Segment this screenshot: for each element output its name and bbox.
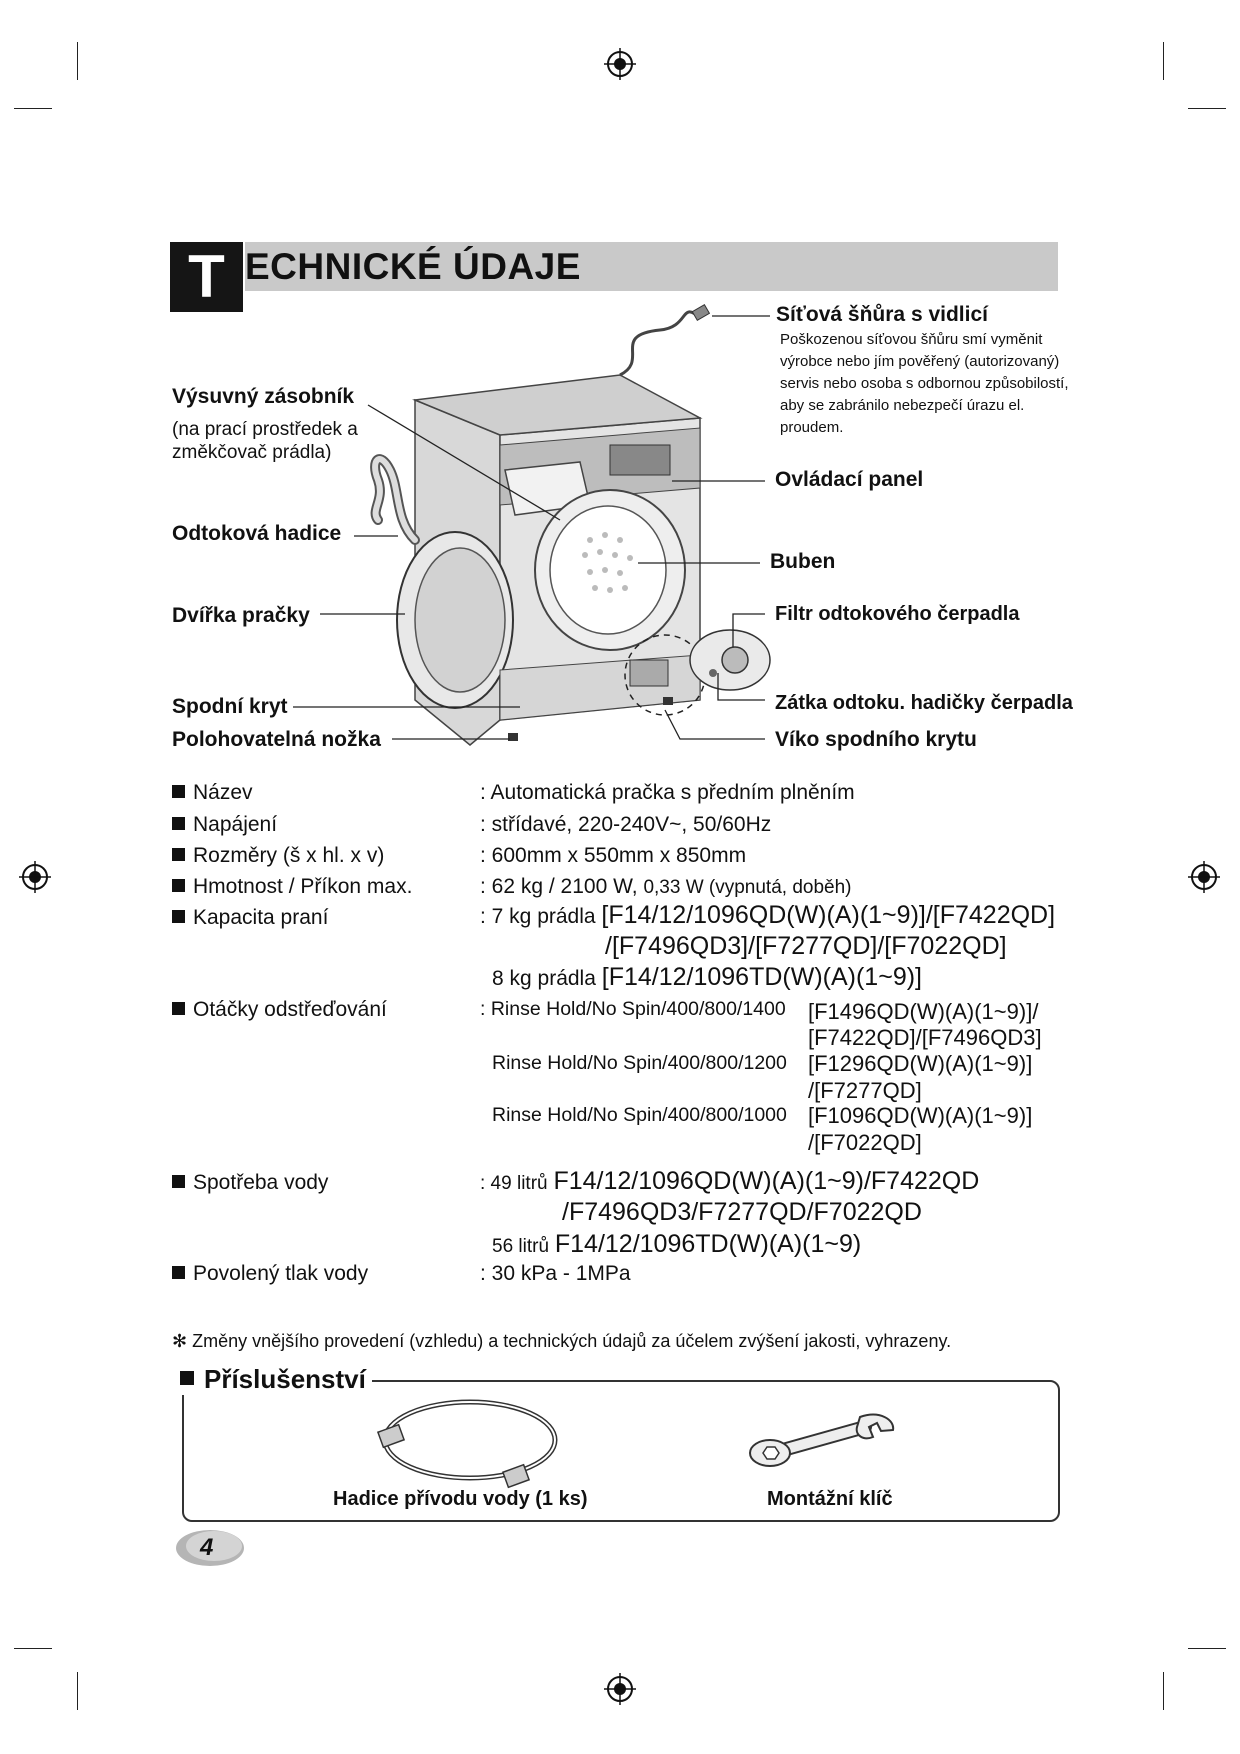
drum-label: Buben (770, 550, 836, 573)
crop-mark (14, 1648, 52, 1649)
power-cord-note: Poškozenou síťovou šňůru smí vyměnit výrobce nebo jím pověřený (autorizovaný) servis nebo osoba s odbornou způsobilostí, aby se zabránilo nebezpečí úrazu el. proudem. (780, 331, 1069, 436)
spec-capacity-value: : 7 kg prádla [F14/12/1096QD(W)(A)(1~9)]/[F7422QD] (480, 901, 1056, 929)
door-label: Dvířka pračky (172, 604, 310, 627)
footnote: ✻ Změny vnějšího provedení (vzhledu) a technických údajů za účelem zvýšení jakosti, vyhrazeny. (172, 1331, 952, 1351)
spec-spin-value: Rinse Hold/No Spin/400/800/1000 (492, 1104, 787, 1126)
inlet-hose-icon (370, 1390, 570, 1490)
registration-mark-icon (1187, 860, 1221, 894)
control-panel-label: Ovládací panel (775, 468, 924, 491)
bullet-icon (172, 910, 185, 923)
lower-cover-cap-label: Víko spodního krytu (775, 728, 977, 751)
bullet-icon (172, 1266, 185, 1279)
spec-spin-models: [F1496QD(W)(A)(1~9)]/ (808, 999, 1039, 1024)
drain-hose-label: Odtoková hadice (172, 522, 342, 545)
power-cord-label: Síťová šňůra s vidlicí (776, 303, 988, 326)
wrench-label: Montážní klíč (767, 1488, 893, 1510)
spec-spin-models: /[F7022QD] (808, 1130, 922, 1155)
page-title: ECHNICKÉ ÚDAJE (245, 246, 581, 287)
spec-spin-models: [F1096QD(W)(A)(1~9)] (808, 1103, 1033, 1128)
wrench-icon (745, 1405, 905, 1475)
pump-filter-label: Filtr odtokového čerpadla (775, 603, 1020, 625)
crop-mark (77, 1672, 78, 1710)
spec-name-label: Název (172, 781, 253, 805)
accessories-box (182, 1380, 1060, 1522)
spec-weight-label: Hmotnost / Příkon max. (172, 875, 412, 899)
spec-dimensions-value: : 600mm x 550mm x 850mm (480, 844, 747, 867)
detergent-drawer-sub: změkčovač prádla) (172, 442, 332, 463)
spec-dimensions-label: Rozměry (š x hl. x v) (172, 844, 384, 868)
crop-mark (1188, 1648, 1226, 1649)
adjustable-foot-label: Polohovatelná nožka (172, 728, 381, 751)
spec-spin-models: /[F7277QD] (808, 1078, 922, 1103)
bullet-icon (172, 848, 185, 861)
crop-mark (1163, 1672, 1164, 1710)
accessories-heading: Příslušenství (180, 1364, 372, 1395)
bullet-icon (172, 1002, 185, 1015)
spec-pressure-label: Povolený tlak vody (172, 1262, 368, 1286)
registration-mark-icon (18, 860, 52, 894)
bullet-icon (172, 879, 185, 892)
bullet-icon (172, 1175, 185, 1188)
spec-name-value: : Automatická pračka s předním plněním (480, 781, 855, 804)
spec-water-label: Spotřeba vody (172, 1171, 328, 1195)
spec-power-label: Napájení (172, 813, 277, 837)
spec-spin-label: Otáčky odstřeďování (172, 998, 387, 1022)
spec-water-value: 56 litrů F14/12/1096TD(W)(A)(1~9) (492, 1230, 862, 1258)
spec-water-value: /F7496QD3/F7277QD/F7022QD (562, 1198, 922, 1226)
spec-capacity-value: /[F7496QD3]/[F7277QD]/[F7022QD] (605, 932, 1007, 960)
page-number: 4 (200, 1534, 214, 1561)
spec-pressure-value: : 30 kPa - 1MPa (480, 1262, 631, 1285)
spec-capacity-label: Kapacita praní (172, 906, 328, 930)
spec-spin-models: [F1296QD(W)(A)(1~9)] (808, 1051, 1033, 1076)
detergent-drawer-label: Výsuvný zásobník (172, 385, 355, 408)
spec-spin-value: Rinse Hold/No Spin/400/800/1200 (492, 1052, 787, 1074)
title-initial: T (170, 242, 243, 312)
registration-mark-icon (603, 1672, 637, 1706)
spec-weight-value: : 62 kg / 2100 W, 0,33 W (vypnutá, doběh) (480, 875, 852, 898)
bullet-icon (172, 817, 185, 830)
spec-capacity-value: 8 kg prádla [F14/12/1096TD(W)(A)(1~9)] (492, 963, 922, 991)
bullet-icon (172, 785, 185, 798)
drain-plug-label: Zátka odtoku. hadičky čerpadla (775, 692, 1073, 714)
bullet-icon (180, 1371, 194, 1385)
detergent-drawer-sub: (na prací prostředek a (172, 419, 358, 440)
spec-water-value: : 49 litrů F14/12/1096QD(W)(A)(1~9)/F7422QD (480, 1167, 980, 1195)
spec-spin-value: : Rinse Hold/No Spin/400/800/1400 (480, 998, 786, 1020)
lower-cover-label: Spodní kryt (172, 695, 288, 718)
spec-power-value: : střídavé, 220-240V~, 50/60Hz (480, 813, 772, 836)
inlet-hose-label: Hadice přívodu vody (1 ks) (333, 1488, 588, 1510)
spec-spin-models: [F7422QD]/[F7496QD3] (808, 1025, 1042, 1050)
